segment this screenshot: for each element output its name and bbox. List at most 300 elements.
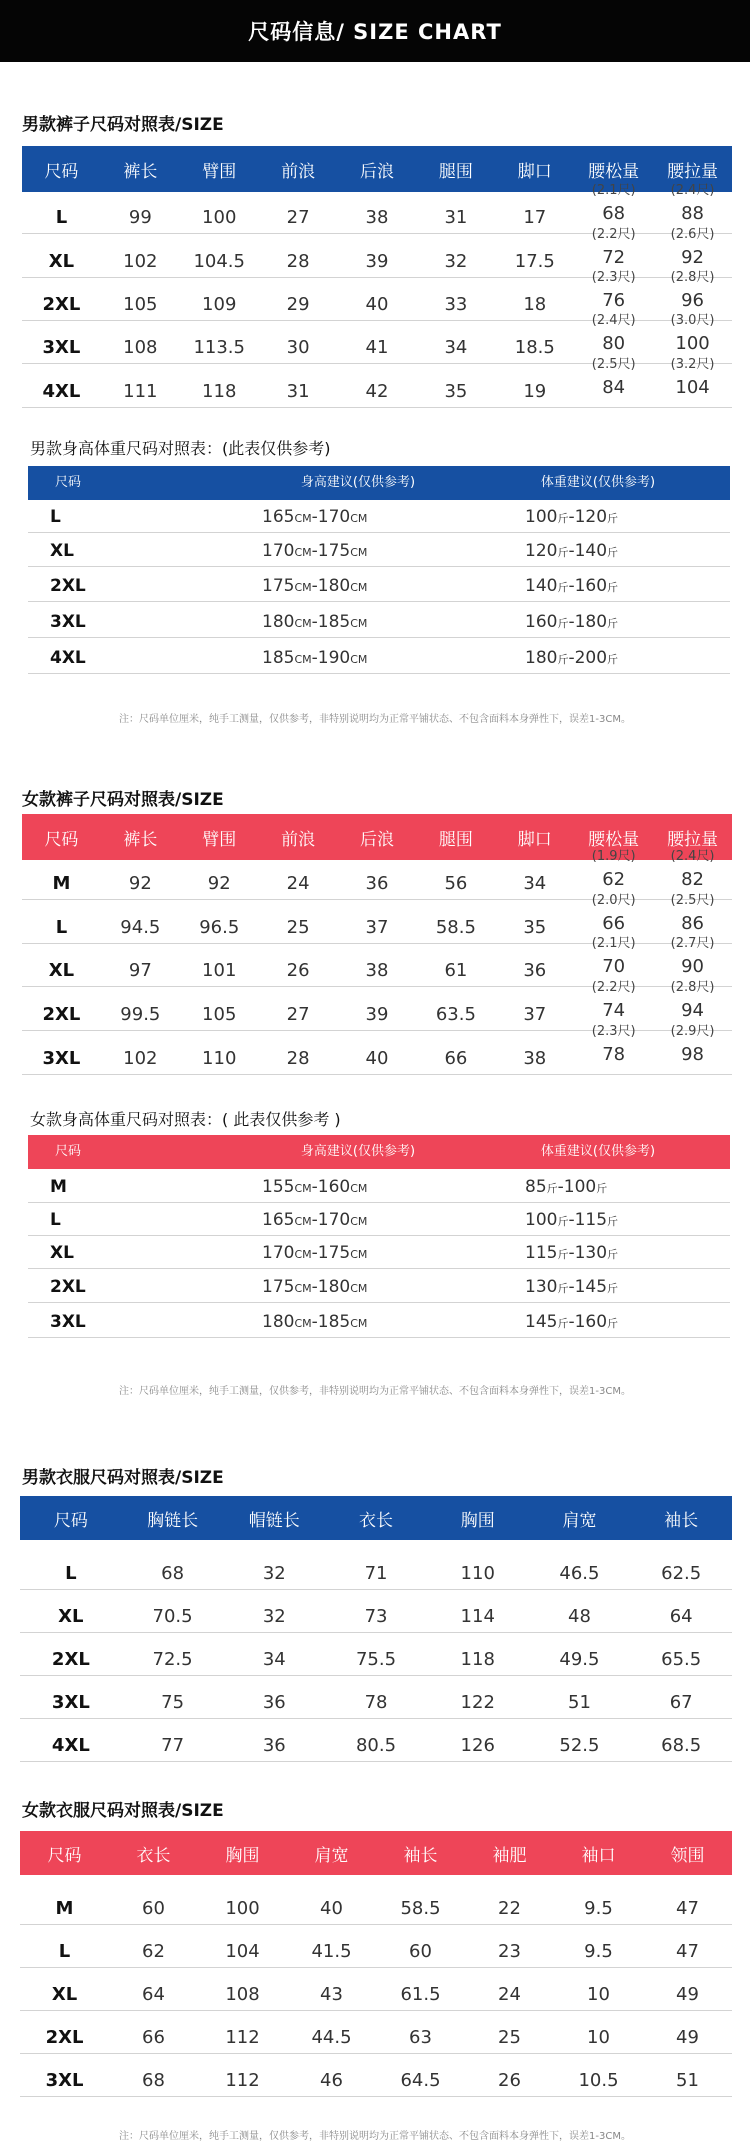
column-header: 袖长	[403, 1845, 438, 1866]
measure-cell: 66	[444, 1048, 468, 1069]
column-header: 胸围	[225, 1845, 260, 1866]
unit-cm: CM	[294, 1317, 312, 1330]
measure-cell: 29	[286, 294, 310, 315]
weight-max: 115	[574, 1210, 608, 1230]
women_top-title: 女款衣服尺码对照表/SIZE	[22, 1801, 224, 1821]
chi-value: (2.4尺)	[670, 183, 715, 198]
chi-value: (3.2尺)	[670, 357, 715, 372]
measure-cell: 102	[123, 251, 158, 272]
weight-min: 145	[525, 1312, 558, 1332]
measure-cell: 22	[498, 1898, 521, 1919]
measure-cell: 61.5	[400, 1984, 441, 2005]
measure-cell: 41.5	[311, 1941, 352, 1962]
measure-cell: 68	[161, 1563, 185, 1584]
measure-cell: 101	[202, 960, 237, 981]
men_body-title: 男款身高体重尺码对照表：(此表仅供参考)	[30, 439, 331, 458]
chi-value: (2.5尺)	[591, 357, 636, 372]
cm-value: 88	[681, 203, 705, 224]
table-row	[28, 1239, 730, 1269]
size-label: L	[65, 1563, 77, 1584]
column-header: 腰拉量	[667, 829, 719, 850]
unit-jin: 斤	[557, 512, 569, 525]
unit-jin: 斤	[557, 617, 569, 630]
unit-jin: 斤	[607, 512, 619, 525]
table-row	[20, 2014, 732, 2054]
weight-range: 160斤-180斤	[525, 612, 618, 637]
size-label: 4XL	[50, 648, 86, 668]
height-min: 180	[262, 612, 295, 632]
unit-jin: 斤	[607, 581, 619, 594]
measure-cell: 113.5	[193, 337, 245, 358]
measure-cell: 62	[142, 1941, 165, 1962]
height-max: 175	[317, 1243, 351, 1263]
height-min: 165	[262, 1210, 295, 1230]
unit-cm: CM	[350, 1282, 368, 1295]
cm-value: 70	[602, 956, 626, 977]
unit-cm: CM	[294, 1248, 312, 1261]
column-header: 尺码	[54, 475, 81, 490]
measure-cell: 48	[568, 1606, 591, 1627]
chi-value: (2.4尺)	[670, 849, 715, 864]
column-header: 裤长	[123, 161, 158, 182]
chi-value: (3.0尺)	[670, 313, 715, 328]
men_top-title: 男款衣服尺码对照表/SIZE	[22, 1468, 224, 1488]
table-row	[20, 1593, 732, 1633]
measure-cell: 64	[669, 1606, 693, 1627]
measure-cell: 19	[523, 381, 547, 402]
table-row	[28, 608, 730, 638]
measure-cell: 36	[262, 1735, 286, 1756]
measure-cell: 25	[286, 917, 310, 938]
height-max: 180	[317, 1277, 351, 1297]
waist-stretch-cell	[653, 937, 732, 986]
measure-cell: 108	[225, 1984, 260, 2005]
measure-cell: 97	[128, 960, 152, 981]
column-header: 尺码	[54, 1144, 81, 1159]
height-min: 180	[262, 1312, 295, 1332]
size-label: 3XL	[45, 2070, 84, 2091]
unit-jin: 斤	[607, 1282, 619, 1295]
size-label: XL	[50, 1243, 74, 1263]
measure-cell: 108	[123, 337, 158, 358]
column-header: 身高建议(仅供参考)	[300, 1144, 416, 1159]
table-row	[20, 1636, 732, 1676]
measure-cell: 38	[365, 207, 389, 228]
chi-value: (2.6尺)	[670, 227, 715, 242]
chi-value: (2.2尺)	[591, 980, 636, 995]
weight-max: 180	[574, 612, 608, 632]
measure-cell: 47	[676, 1941, 699, 1962]
cm-value: 80	[602, 333, 626, 354]
unit-jin: 斤	[607, 546, 619, 559]
height-range: 185CM-190CM	[262, 648, 367, 673]
size-label: 3XL	[50, 612, 86, 632]
cm-value: 86	[681, 913, 705, 934]
unit-jin: 斤	[607, 653, 619, 666]
measure-cell: 71	[364, 1563, 388, 1584]
measure-cell: 70.5	[152, 1606, 193, 1627]
waist-loose-cell	[574, 981, 653, 1030]
chi-value: (2.3尺)	[591, 1024, 636, 1039]
measure-cell: 80.5	[355, 1735, 397, 1756]
measure-cell: 105	[202, 1004, 237, 1025]
size-label: 3XL	[42, 1048, 81, 1069]
measure-cell: 60	[142, 1898, 165, 1919]
measure-cell: 35	[523, 917, 547, 938]
height-range: 165CM-170CM	[262, 1210, 367, 1235]
unit-cm: CM	[294, 512, 312, 525]
measure-cell: 66	[142, 2027, 165, 2048]
size-label: 4XL	[42, 381, 81, 402]
weight-range: 140斤-160斤	[525, 576, 618, 601]
weight-max: 200	[574, 648, 608, 668]
measure-cell: 26	[286, 960, 310, 981]
measure-cell: 100	[225, 1898, 260, 1919]
size-label: XL	[48, 960, 75, 981]
unit-jin: 斤	[557, 1248, 569, 1261]
measurement-note: 注：尺码单位厘米，纯手工测量，仅供参考，非特别说明均为正常平铺状态、不包含面料本身弹性下，误差1-3CM。	[119, 2131, 631, 2142]
measure-cell: 114	[460, 1606, 495, 1627]
column-header: 臂围	[202, 829, 237, 850]
column-header: 尺码	[47, 1845, 82, 1866]
measure-cell: 109	[202, 294, 237, 315]
unit-cm: CM	[294, 546, 312, 559]
measure-cell: 73	[364, 1606, 388, 1627]
measure-cell: 42	[365, 381, 389, 402]
chi-value: (2.7尺)	[670, 936, 715, 951]
column-header: 裤长	[123, 829, 158, 850]
unit-cm: CM	[294, 653, 312, 666]
women_body-header-row	[28, 1135, 730, 1169]
measure-cell: 24	[286, 873, 310, 894]
measure-cell: 28	[286, 251, 310, 272]
measure-cell: 126	[460, 1735, 495, 1756]
measure-cell: 68.5	[661, 1735, 702, 1756]
measure-cell: 77	[161, 1735, 185, 1756]
measure-cell: 36	[262, 1692, 286, 1713]
column-header: 脚口	[517, 829, 552, 850]
measure-cell: 32	[262, 1563, 286, 1584]
unit-cm: CM	[350, 1248, 368, 1261]
table-row	[22, 357, 732, 408]
measure-cell: 27	[286, 1004, 310, 1025]
size-label: 2XL	[42, 1004, 81, 1025]
cm-value: 84	[602, 377, 626, 398]
column-header: 身高建议(仅供参考)	[300, 475, 416, 490]
measure-cell: 63	[409, 2027, 432, 2048]
weight-min: 115	[525, 1243, 558, 1263]
measure-cell: 36	[523, 960, 547, 981]
weight-range: 85斤-100斤	[525, 1177, 607, 1202]
measure-cell: 43	[320, 1984, 343, 2005]
chi-value: (2.8尺)	[670, 270, 715, 285]
height-min: 175	[262, 576, 295, 596]
measure-cell: 9.5	[584, 1898, 613, 1919]
weight-max: 160	[574, 1312, 608, 1332]
weight-min: 120	[525, 541, 558, 561]
measure-cell: 110	[460, 1563, 495, 1584]
waist-stretch-cell	[653, 850, 732, 899]
waist-loose-cell	[574, 358, 653, 407]
measure-cell: 122	[460, 1692, 495, 1713]
table-row	[28, 644, 730, 674]
unit-cm: CM	[350, 1215, 368, 1228]
cm-value: 92	[681, 247, 705, 268]
unit-jin: 斤	[557, 1317, 569, 1330]
measure-cell: 17.5	[514, 251, 555, 272]
weight-min: 130	[525, 1277, 558, 1297]
chi-value: (2.9尺)	[670, 1024, 715, 1039]
measure-cell: 65.5	[661, 1649, 702, 1670]
column-header: 腰松量	[588, 161, 640, 182]
unit-jin: 斤	[557, 581, 569, 594]
measure-cell: 104.5	[193, 251, 245, 272]
column-header: 腿围	[438, 829, 473, 850]
unit-cm: CM	[350, 581, 368, 594]
measure-cell: 112	[225, 2070, 260, 2091]
height-max: 170	[317, 507, 351, 527]
column-header: 前浪	[281, 161, 316, 182]
table-row	[28, 1273, 730, 1303]
unit-cm: CM	[350, 546, 368, 559]
unit-jin: 斤	[557, 653, 569, 666]
size-label: L	[55, 917, 68, 938]
size-label: L	[58, 1941, 71, 1962]
table-row	[22, 1024, 732, 1075]
measure-cell: 40	[365, 294, 389, 315]
table-row	[20, 1722, 732, 1762]
chi-value: (2.1尺)	[591, 936, 636, 951]
cm-value: 66	[602, 913, 626, 934]
size-label: 2XL	[45, 2027, 84, 2048]
size-label: M	[50, 1177, 67, 1197]
height-range: 170CM-175CM	[262, 541, 367, 566]
cm-value: 82	[681, 869, 705, 890]
unit-cm: CM	[294, 1215, 312, 1228]
table-row	[28, 1206, 730, 1236]
measure-cell: 58.5	[435, 917, 476, 938]
size-label: L	[50, 1210, 61, 1230]
waist-stretch-cell	[653, 981, 732, 1030]
size-label: 2XL	[50, 576, 86, 596]
weight-max: 145	[574, 1277, 608, 1297]
page-header	[0, 0, 750, 62]
height-max: 180	[317, 576, 351, 596]
weight-min: 85	[525, 1177, 547, 1197]
unit-cm: CM	[294, 581, 312, 594]
measure-cell: 26	[498, 2070, 521, 2091]
measure-cell: 100	[202, 207, 237, 228]
height-range: 165CM-170CM	[262, 507, 367, 532]
weight-min: 160	[525, 612, 558, 632]
size-label: XL	[58, 1606, 84, 1627]
measure-cell: 64.5	[400, 2070, 441, 2091]
measure-cell: 27	[286, 207, 310, 228]
measure-cell: 44.5	[311, 2027, 352, 2048]
men_top-header-row	[20, 1496, 732, 1540]
unit-cm: CM	[350, 1317, 368, 1330]
waist-stretch-cell	[653, 314, 732, 363]
measure-cell: 10	[587, 1984, 610, 2005]
chi-value: (2.3尺)	[591, 270, 636, 285]
unit-jin: 斤	[546, 1182, 558, 1195]
measure-cell: 75.5	[355, 1649, 397, 1670]
weight-max: 160	[574, 576, 608, 596]
chi-value: (1.9尺)	[591, 849, 636, 864]
measure-cell: 49	[676, 2027, 699, 2048]
height-range: 175CM-180CM	[262, 1277, 367, 1302]
size-label: M	[55, 1898, 74, 1919]
height-min: 155	[262, 1177, 295, 1197]
measure-cell: 32	[262, 1606, 286, 1627]
measure-cell: 60	[409, 1941, 432, 1962]
weight-range: 100斤-120斤	[525, 507, 618, 532]
height-min: 170	[262, 541, 295, 561]
size-label: 2XL	[51, 1649, 90, 1670]
measure-cell: 10.5	[578, 2070, 619, 2091]
cm-value: 78	[602, 1044, 626, 1065]
waist-loose-cell	[574, 1025, 653, 1074]
measure-cell: 105	[123, 294, 158, 315]
measure-cell: 38	[523, 1048, 547, 1069]
column-header: 前浪	[281, 829, 316, 850]
measure-cell: 37	[523, 1004, 547, 1025]
measure-cell: 94.5	[120, 917, 161, 938]
measure-cell: 118	[460, 1649, 495, 1670]
column-header: 后浪	[360, 829, 394, 850]
measure-cell: 40	[320, 1898, 343, 1919]
size-label: 3XL	[42, 337, 81, 358]
column-header: 臂围	[202, 161, 237, 182]
unit-jin: 斤	[607, 617, 619, 630]
column-header: 帽链长	[248, 1510, 300, 1531]
waist-stretch-cell	[653, 1025, 732, 1074]
measure-cell: 34	[444, 337, 468, 358]
measure-cell: 104	[225, 1941, 260, 1962]
weight-max: 100	[563, 1177, 597, 1197]
measure-cell: 37	[365, 917, 389, 938]
column-header: 袖口	[581, 1845, 616, 1866]
column-header: 体重建议(仅供参考)	[540, 475, 656, 490]
table-row	[20, 1679, 732, 1719]
measure-cell: 51	[676, 2070, 699, 2091]
measure-cell: 99.5	[120, 1004, 161, 1025]
size-label: 3XL	[51, 1692, 90, 1713]
column-header: 尺码	[44, 161, 79, 182]
cm-value: 90	[681, 956, 705, 977]
column-header: 尺码	[53, 1510, 88, 1531]
height-min: 165	[262, 507, 295, 527]
height-range: 170CM-175CM	[262, 1243, 367, 1268]
chi-value: (2.4尺)	[591, 313, 636, 328]
men_body-header-row	[28, 466, 730, 500]
measure-cell: 52.5	[559, 1735, 600, 1756]
women_top-header-row	[20, 1831, 732, 1875]
measurement-note: 注：尺码单位厘米，纯手工测量，仅供参考，非特别说明均为正常平铺状态、不包含面料本身弹性下，误差1-3CM。	[119, 1386, 631, 1397]
unit-jin: 斤	[607, 1248, 619, 1261]
measure-cell: 96.5	[199, 917, 240, 938]
measure-cell: 34	[262, 1649, 286, 1670]
column-header: 脚口	[517, 161, 552, 182]
measure-cell: 63.5	[435, 1004, 476, 1025]
size-label: L	[50, 507, 61, 527]
height-range: 180CM-185CM	[262, 1312, 367, 1337]
measure-cell: 10	[587, 2027, 610, 2048]
unit-jin: 斤	[596, 1182, 608, 1195]
column-header: 尺码	[44, 829, 79, 850]
unit-cm: CM	[350, 1182, 368, 1195]
cm-value: 98	[681, 1044, 705, 1065]
measure-cell: 56	[444, 873, 468, 894]
measure-cell: 64	[142, 1984, 165, 2005]
column-header: 衣长	[136, 1845, 171, 1866]
table-row	[28, 537, 730, 567]
measure-cell: 18.5	[514, 337, 555, 358]
measure-cell: 34	[523, 873, 547, 894]
unit-jin: 斤	[607, 1317, 619, 1330]
weight-min: 100	[525, 1210, 558, 1230]
women_body-title: 女款身高体重尺码对照表：( 此表仅供参考 )	[30, 1110, 341, 1129]
women_pants-title: 女款裤子尺码对照表/SIZE	[22, 790, 224, 810]
cm-value: 94	[681, 1000, 705, 1021]
weight-range: 115斤-130斤	[525, 1243, 618, 1268]
waist-loose-cell	[574, 314, 653, 363]
cm-value: 76	[602, 290, 626, 311]
table-row	[20, 1971, 732, 2011]
table-row	[28, 572, 730, 602]
cm-value: 74	[602, 1000, 626, 1021]
waist-loose-cell	[574, 937, 653, 986]
measure-cell: 32	[444, 251, 468, 272]
weight-range: 130斤-145斤	[525, 1277, 618, 1302]
measure-cell: 23	[498, 1941, 521, 1962]
height-max: 185	[317, 1312, 351, 1332]
unit-cm: CM	[294, 1182, 312, 1195]
measure-cell: 30	[286, 337, 310, 358]
measure-cell: 58.5	[400, 1898, 441, 1919]
measure-cell: 47	[676, 1898, 699, 1919]
measure-cell: 112	[225, 2027, 260, 2048]
measure-cell: 92	[128, 873, 152, 894]
weight-min: 140	[525, 576, 558, 596]
measure-cell: 39	[365, 1004, 389, 1025]
measure-cell: 18	[523, 294, 547, 315]
cm-value: 72	[602, 247, 626, 268]
measurement-note: 注：尺码单位厘米，纯手工测量，仅供参考，非特别说明均为正常平铺状态、不包含面料本身弹性下，误差1-3CM。	[119, 714, 631, 725]
table-row	[28, 1173, 730, 1203]
measure-cell: 17	[523, 207, 547, 228]
column-header: 体重建议(仅供参考)	[540, 1144, 656, 1159]
measure-cell: 25	[498, 2027, 521, 2048]
height-max: 185	[317, 612, 351, 632]
column-header: 胸围	[460, 1510, 495, 1531]
cm-value: 104	[675, 377, 710, 398]
unit-cm: CM	[350, 512, 368, 525]
height-max: 160	[317, 1177, 351, 1197]
height-min: 175	[262, 1277, 295, 1297]
weight-max: 120	[574, 507, 608, 527]
table-row	[20, 1550, 732, 1590]
table-row	[20, 2057, 732, 2097]
weight-max: 140	[574, 541, 608, 561]
measure-cell: 40	[365, 1048, 389, 1069]
measure-cell: 102	[123, 1048, 158, 1069]
measure-cell: 72.5	[152, 1649, 193, 1670]
chi-value: (2.2尺)	[591, 227, 636, 242]
measure-cell: 24	[498, 1984, 521, 2005]
measure-cell: 75	[161, 1692, 185, 1713]
height-range: 155CM-160CM	[262, 1177, 367, 1202]
